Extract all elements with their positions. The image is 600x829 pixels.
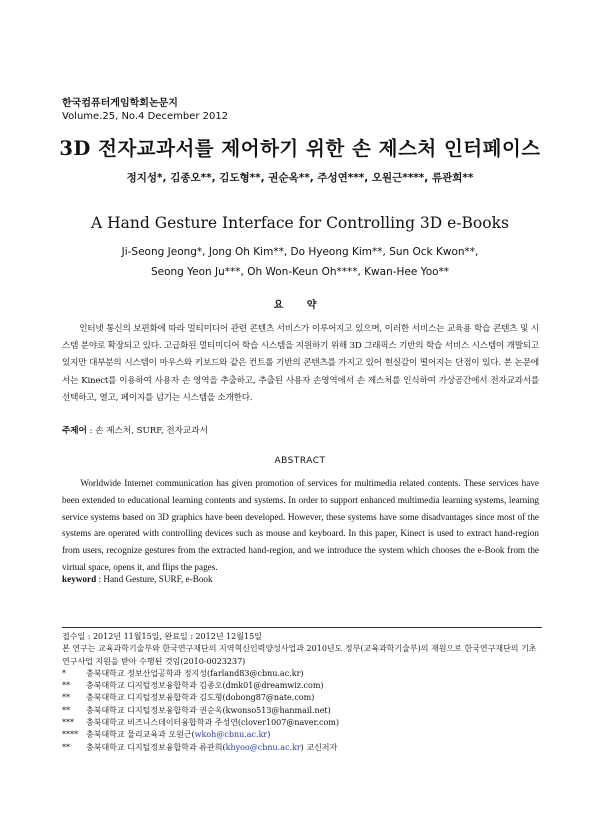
affiliation-email[interactable]: dobong87@nate.com [225,693,312,703]
title-korean: 3D 전자교과서를 제어하기 위한 손 제스처 인터페이스 [59,137,541,160]
affiliation-text: 충북대학교 비즈니스데이터융합학과 주성연( [86,718,242,728]
affiliation-text: 충북대학교 물리교육과 오원근( [86,730,195,740]
affiliation-email[interactable]: clover1007@naver.com [241,718,336,728]
affiliation-suffix: ) [335,718,340,728]
footnote-affiliation [62,742,542,754]
footnote-affiliation [62,705,542,717]
abstract-korean-heading: 요 약 [273,300,327,311]
affiliation-text: 충북대학교 디지털정보융합학과 김도형( [86,693,226,703]
affiliation-email[interactable]: kwonso513@hanmail.net [225,705,328,715]
authors-english [0,242,600,282]
affiliation-mark: *** [62,718,74,728]
keywords-korean-text: : 손 제스처, SURF, 전자교과서 [89,426,208,436]
affiliation-text: 충북대학교 디지털정보융합학과 김종오( [86,681,226,691]
affiliation-suffix: ) [311,693,315,703]
affiliation-email[interactable]: farland83@cbnu.ac.kr [210,668,301,678]
keywords-english-text: : Hand Gesture, SURF, e-Book [98,574,213,584]
affiliation-suffix: ) [327,705,331,715]
footnotes [62,631,542,754]
affiliation-suffix: ) [320,681,324,691]
authors-korean: 정지성*, 김종오**, 김도형**, 권순옥**, 주성연***, 오원근****, 류관희** [126,172,474,184]
affiliation-mark: * [62,668,66,678]
abstract-english: Worldwide Internet communication has given promotion of services for multimedia related contents. These services have been extended to educational learning contents and systems. In order to support enhanced multimedia learning systems, learning service systems based on 3D graphics have been developed. However, these systems have some disadvantages since most of the systems are operated with controlling devices such as mouse and keyboard. In this paper, Kinect is used to extract hand-region from users, recognize gestures from the extracted hand-region, and we introduce the system which chooses the e-Book from the virtual space, opens it, and flips the pages. [62,478,539,572]
footnote-affiliation [62,717,542,729]
footnote-funding: 본 연구는 교육과학기술부와 한국연구재단의 지역혁신인력양성사업과 2010년도 정부(교육과학기술부)의 재원으로 한국연구재단의 기초연구사업 지원을 받아 수행된 것임(2010-0023237) [62,644,537,666]
affiliation-email[interactable]: dmk01@dreamwiz.com [225,681,321,691]
journal-volume: Volume.25, No.4 December 2012 [62,111,229,122]
affiliation-email-link[interactable]: khyoo@cbnu.ac.kr [225,742,301,752]
keywords-korean [62,424,208,436]
footnote-affiliation [62,692,542,704]
title-english: A Hand Gesture Interface for Controlling 3D e-Books [91,214,509,232]
affiliation-mark: ** [62,681,70,691]
keywords-korean-label: 주제어 [62,426,87,436]
footnote-dates: 접수일 : 2012년 11월15일, 완료일 : 2012년 12월15일 [62,632,262,641]
footnote-affiliation [62,668,542,680]
journal-name: 한국컴퓨터게임학회논문지 [62,98,178,109]
affiliation-text: 충북대학교 디지털정보융합학과 류관희( [86,742,226,752]
abstract-english-heading: ABSTRACT [274,456,326,466]
affiliation-text: 충북대학교 디지털정보융합학과 권순옥( [86,705,226,715]
keywords-english [62,574,213,584]
affiliation-mark: ** [62,693,70,703]
footnote-divider [62,627,542,628]
affiliation-email-link[interactable]: wkoh@cbnu.ac.kr [194,730,268,740]
keywords-english-label: keyword [62,574,97,584]
footnote-affiliation [62,680,542,692]
abstract-korean: 인터넷 통신의 보편화에 따라 멀티미디어 관련 콘텐츠 서비스가 이루어지고 있으며, 이러한 서비스는 교육용 학습 콘텐츠 및 시스템 분야로 확장되고 있다. 고급화된 멀티미디어 학습 시스템을 지원하기 위해 3D 그래픽스 기반의 학습 서비스 시스템이 개발되고 있지만 대부분의 시스템이 마우스와 키보드와 같은 컨트롤 기반의 콘텐츠를 가지고 있어 현실감이 떨어지는 단점이 있다. 본 논문에서는 Kinect를 이용하여 사용자 손 영역을 추출하고, 추출된 사용자 손영역에서 손 제스처를 인식하여 가상공간에서 전자교과서를 선택하고, 열고, 페이지를 넘기는 시스템을 소개한다. [62,324,539,403]
journal-header [62,97,228,123]
authors-english-line-2: Seong Yeon Ju***, Oh Won-Keun Oh****, Kwan-Hee Yoo** [150,266,450,278]
footnote-affiliation [62,729,542,741]
affiliation-suffix: ) [300,668,304,678]
affiliation-mark: ** [62,742,70,752]
affiliation-text: 충북대학교 정보산업공학과 정지성( [86,668,211,678]
affiliation-mark: ** [62,705,70,715]
affiliation-suffix: ) 교신저자 [300,742,338,752]
affiliation-mark: **** [62,730,78,740]
authors-english-line-1: Ji-Seong Jeong*, Jong Oh Kim**, Do Hyeong Kim**, Sun Ock Kwon**, [121,246,479,258]
affiliation-suffix: ) [267,730,271,740]
